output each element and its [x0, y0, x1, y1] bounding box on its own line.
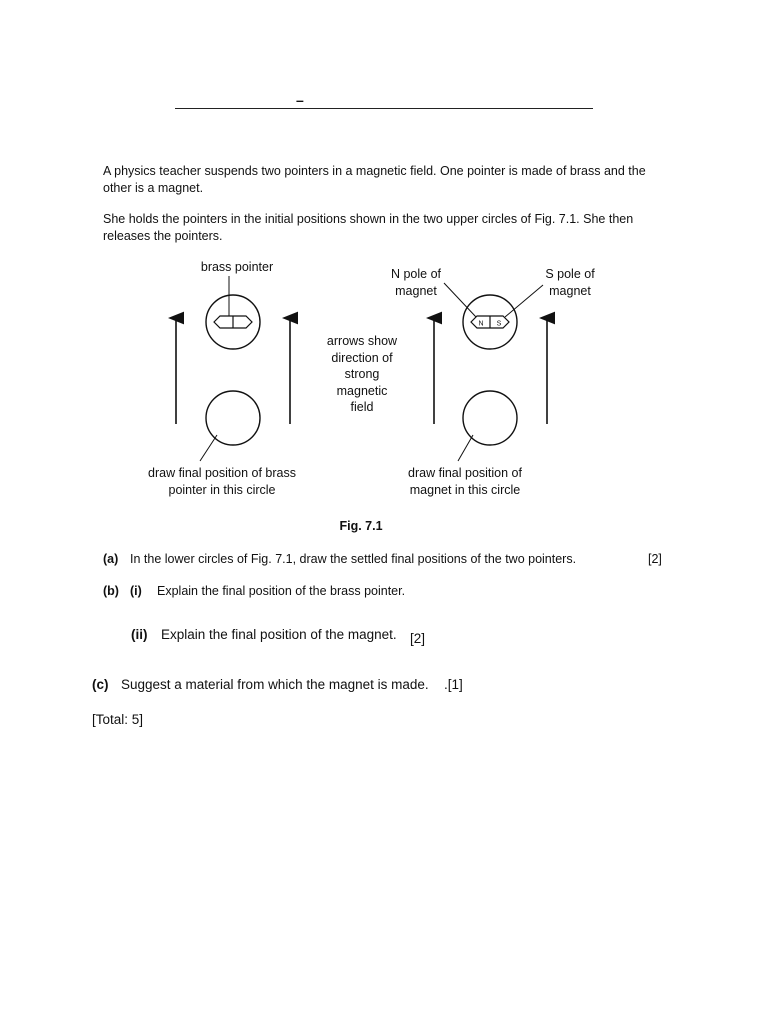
brass-lower-circle	[206, 391, 260, 445]
question-bii-text: Explain the final position of the magnet.	[161, 627, 397, 642]
question-bi-label: (i)	[130, 584, 142, 598]
label-draw-brass-line2: pointer in this circle	[168, 483, 276, 497]
header-dash: –	[296, 92, 304, 108]
arrows-caption-line2: direction of	[331, 351, 393, 365]
total-marks: [Total: 5]	[92, 712, 144, 727]
intro-line-1: A physics teacher suspends two pointers in a magnetic field. One pointer is made of brass and the	[103, 164, 646, 178]
question-c-text: Suggest a material from which the magnet is made.	[121, 677, 429, 692]
question-a-text: In the lower circles of Fig. 7.1, draw the settled final positions of the two pointers.	[130, 552, 577, 566]
question-c-label: (c)	[92, 677, 109, 692]
question-bii-label: (ii)	[131, 627, 148, 642]
n-pole-leader-line	[444, 283, 476, 317]
question-a-label: (a)	[103, 552, 119, 566]
brass-draw-leader-line	[200, 435, 217, 461]
question-a-marks: [2]	[648, 552, 662, 566]
intro-line-2: other is a magnet.	[103, 181, 204, 195]
arrows-caption-line3: strong	[344, 367, 380, 381]
question-bi-text: Explain the final position of the brass pointer.	[157, 584, 406, 598]
intro-line-4: releases the pointers.	[103, 229, 223, 243]
magnet-n-mark: N	[478, 320, 484, 328]
label-brass-pointer: brass pointer	[200, 260, 274, 274]
question-c-marks: .[1]	[444, 677, 463, 692]
question-bii-marks: [2]	[410, 631, 426, 646]
figure-caption: Fig. 7.1	[339, 519, 383, 533]
intro-line-3: She holds the pointers in the initial positions shown in the two upper circles of Fig. 7.1. She then	[103, 212, 634, 226]
label-draw-brass-line1: draw final position of brass	[148, 466, 296, 480]
arrows-caption-line4: magnetic	[336, 384, 388, 398]
question-b-label: (b)	[103, 584, 119, 598]
label-draw-magnet-line1: draw final position of	[408, 466, 522, 480]
label-n-pole-line1: N pole of	[390, 267, 442, 281]
magnet-lower-circle	[463, 391, 517, 445]
arrows-caption-line5: field	[350, 400, 374, 414]
label-s-pole-line1: S pole of	[545, 267, 595, 281]
arrows-caption-line1: arrows show	[326, 334, 398, 348]
label-n-pole-line2: magnet	[395, 284, 437, 298]
magnet-s-mark: S	[496, 320, 502, 328]
s-pole-leader-line	[505, 285, 543, 317]
label-s-pole-line2: magnet	[549, 284, 591, 298]
label-draw-magnet-line2: magnet in this circle	[409, 483, 521, 497]
magnet-draw-leader-line	[458, 435, 473, 461]
